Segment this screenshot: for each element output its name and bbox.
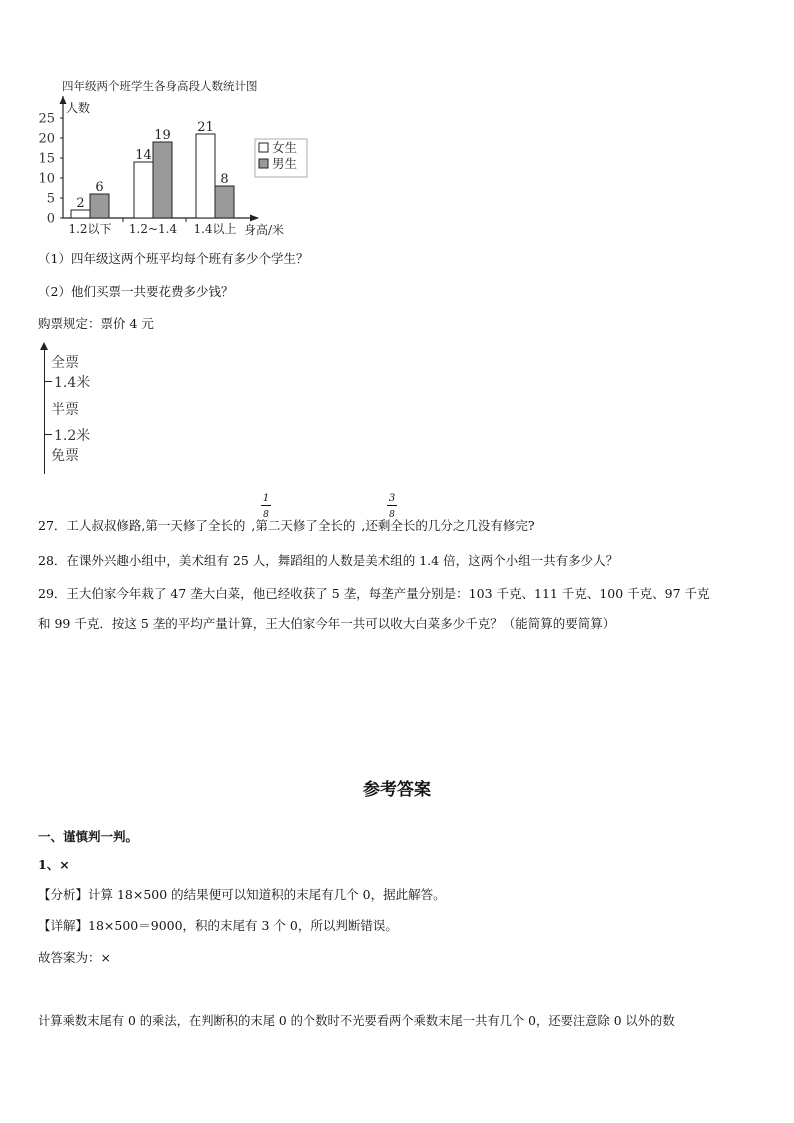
y-tick-label: 10	[38, 171, 55, 187]
height-1-4-label: 1.4米	[54, 375, 91, 391]
half-ticket-label: 半票	[51, 402, 79, 418]
answer-1: 1、×	[38, 857, 70, 872]
fraction-one-eighth	[261, 493, 271, 520]
bar-男生	[215, 186, 234, 218]
ticket-rule: 购票规定：票价 4 元	[38, 316, 154, 331]
legend-label: 男生	[272, 156, 298, 171]
bar-男生	[90, 194, 109, 218]
legend-label: 女生	[272, 140, 298, 155]
fraction-denominator: 8	[263, 510, 269, 520]
fraction-denominator: 8	[389, 510, 395, 520]
bar-女生	[134, 162, 153, 218]
category-label: 1.2~1.4	[128, 222, 178, 236]
answer-title: 参考答案	[363, 780, 431, 800]
y-axis-arrow	[60, 96, 67, 104]
free-ticket-label: 免票	[51, 448, 79, 464]
q27-part-c: ,还剩全长的几分之几没有修完?	[361, 518, 535, 533]
height-1-2-label: 1.2米	[54, 428, 91, 444]
y-tick-label: 0	[46, 211, 55, 227]
tick-1-2	[44, 434, 52, 435]
y-axis-label: 人数	[66, 101, 91, 115]
y-tick-label: 25	[38, 111, 55, 127]
question-29-line-2: 和 99 千克．按这 5 垄的平均产量计算，王大伯家今年一共可以收大白菜多少千克？（能简算的要简算）	[38, 616, 616, 631]
bar-value-label: 19	[154, 128, 171, 143]
category-label: 1.2以下	[68, 222, 112, 236]
q27-part-a: 27．工人叔叔修路,第一天修了全长的	[38, 518, 246, 533]
y-tick-label: 5	[46, 191, 55, 207]
x-axis-label: 身高/米	[244, 223, 285, 237]
bar-男生	[153, 142, 172, 218]
height-axis	[44, 346, 45, 474]
fraction-three-eighths	[387, 493, 397, 520]
bar-value-label: 14	[135, 148, 152, 163]
question-28: 28．在课外兴趣小组中，美术组有 25 人，舞蹈组的人数是美术组的 1.4 倍，这两个小组一共有多少人？	[38, 553, 619, 568]
analysis-text: 【分析】计算 18×500 的结果便可以知道积的末尾有几个 0，据此解答。	[38, 887, 446, 902]
legend-swatch-男生	[259, 159, 268, 168]
bar-女生	[196, 134, 215, 218]
tick-1-4	[44, 381, 52, 382]
bar-value-label: 6	[95, 180, 104, 195]
axis-arrow	[40, 342, 48, 350]
question-1: （1）四年级这两个班平均每个班有多少个学生？	[38, 251, 309, 266]
question-27	[38, 516, 535, 534]
y-tick-label: 15	[38, 151, 55, 167]
ticket-diagram	[38, 344, 128, 476]
x-axis-arrow	[250, 215, 259, 222]
chart-title: 四年级两个班学生各身高段人数统计图	[62, 79, 258, 93]
conclusion-text: 故答案为：×	[38, 950, 111, 965]
detail-text: 【详解】18×500＝9000，积的末尾有 3 个 0，所以判断错误。	[38, 918, 398, 933]
bar-value-label: 8	[220, 172, 229, 187]
question-2: （2）他们买票一共要花费多少钱？	[38, 284, 234, 299]
legend-swatch-女生	[259, 143, 268, 152]
bar-value-label: 21	[197, 120, 214, 135]
y-tick-label: 20	[38, 131, 55, 147]
question-29-line-1: 29．王大伯家今年栽了 47 垄大白菜，他已经收获了 5 垄，每垄产量分别是：103 千克、111 千克、100 千克、97 千克	[38, 586, 710, 601]
section-heading: 一、谨慎判一判。	[38, 829, 139, 844]
bar-女生	[71, 210, 90, 218]
q27-part-b: ,第二天修了全长的	[251, 518, 356, 533]
fraction-numerator: 1	[262, 493, 270, 504]
bar-value-label: 2	[76, 196, 85, 211]
fraction-numerator: 3	[388, 493, 396, 504]
note-text: 计算乘数末尾有 0 的乘法，在判断积的末尾 0 的个数时不光要看两个乘数末尾一共有几个 0，还要注意除 0 以外的数	[38, 1014, 675, 1028]
full-ticket-label: 全票	[51, 355, 79, 371]
height-bar-chart	[30, 74, 320, 242]
category-label: 1.4以上	[193, 222, 237, 236]
